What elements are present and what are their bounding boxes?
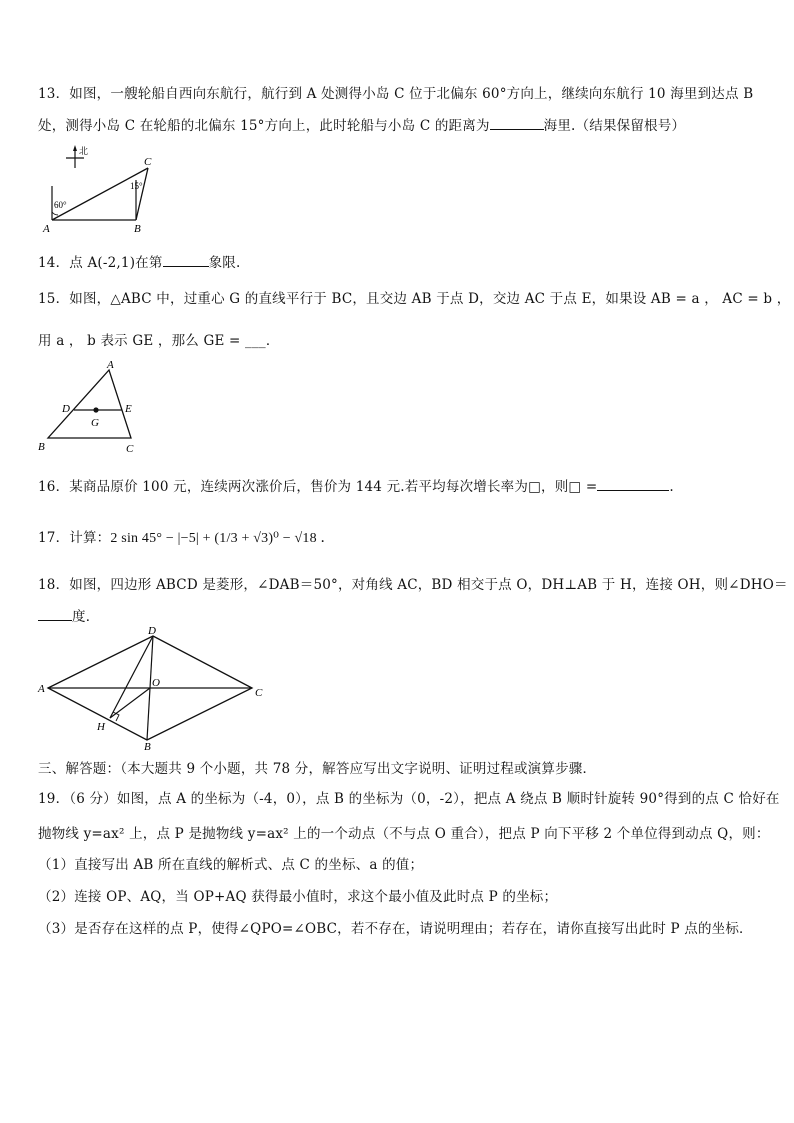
q17-expression: 2 sin 45° − |−5| + (1/3 + √3)⁰ − √18 ．: [110, 531, 335, 546]
segment-DH: [110, 636, 153, 718]
angle-label-B: 15°: [130, 181, 143, 191]
centroid-point: [93, 407, 98, 412]
q15-line1: 15．如图，△ABC 中，过重心 G 的直线平行于 BC，且交边 AB 于点 D，交边 AC 于点 E，如果设 AB = a ， AC = b ，: [38, 291, 791, 307]
segment-BC: [136, 168, 148, 220]
q15-line2: 用 a ， b 表示 GE ，那么 GE = ___．: [38, 333, 280, 349]
q13-line2-text: 处，测得小岛 C 在轮船的北偏东 15°方向上，此时轮船与小岛 C 的距离为: [38, 118, 490, 134]
label-A: A: [38, 683, 45, 695]
q13-figure: [38, 142, 168, 234]
q13-diagram: [38, 142, 168, 234]
segment-AC: [52, 168, 148, 220]
q16-tail: .: [669, 479, 674, 495]
label-C: C: [255, 687, 263, 699]
angle-arc-A: [52, 212, 58, 215]
q19-line1: 19．（6 分）如图，点 A 的坐标为（-4，0），点 B 的坐标为（0，-2），把点 A 绕点 B 顺时针旋转 90°得到的点 C 恰好在: [38, 791, 780, 807]
north-label: 北: [79, 146, 89, 156]
q18-diagram: [34, 622, 274, 750]
north-arrow-icon: [73, 145, 77, 151]
q13-line2-tail: 海里.（结果保留根号）: [543, 118, 686, 134]
q19-part2: （2）连接 OP、AQ，当 OP+AQ 获得最小值时，求这个最小值及此时点 P 的坐标；: [38, 889, 558, 905]
q15-diagram: [34, 356, 144, 456]
q18-answer-blank: [38, 608, 72, 621]
point-label-B: B: [134, 223, 141, 234]
right-angle-mark: [113, 712, 119, 721]
q13-line2: [38, 114, 685, 134]
q19-line2: 抛物线 y=ax² 上，点 P 是抛物线 y=ax² 上的一个动点（不与点 O 重合），把点 P 向下平移 2 个单位得到动点 Q，则：: [38, 826, 770, 842]
q18-line2-text: 度．: [72, 609, 100, 625]
q14-text: 14．点 A(-2,1)在第: [38, 255, 163, 271]
q16-answer-blank: [597, 478, 669, 491]
q18-figure: [34, 622, 274, 750]
q19-part3: （3）是否存在这样的点 P，使得∠QPO=∠OBC，若不存在，请说明理由；若存在，请你直接写出此时 P 点的坐标．: [38, 921, 753, 937]
angle-label-A: 60°: [54, 200, 67, 210]
section-heading: 三、解答题：（本大题共 9 个小题，共 78 分，解答应写出文字说明、证明过程或演算步骤．: [38, 761, 597, 777]
q19-part1: （1）直接写出 AB 所在直线的解析式、点 C 的坐标、a 的值；: [38, 857, 424, 873]
label-H: H: [97, 721, 105, 733]
q16-text: 16．某商品原价 100 元，连续两次涨价后，售价为 144 元.若平均每次增长率为□，则□ =: [38, 479, 598, 495]
q16-line: [38, 475, 674, 495]
q13-answer-blank: [490, 117, 544, 130]
q17-label: 17．计算：: [38, 530, 111, 546]
label-A: A: [107, 359, 114, 371]
point-label-C: C: [144, 156, 152, 168]
q15-figure: [34, 356, 144, 456]
q14-answer-blank: [163, 254, 209, 267]
label-C: C: [126, 443, 134, 455]
label-O: O: [152, 677, 160, 689]
label-E: E: [125, 403, 132, 415]
q14-line: [38, 251, 241, 271]
q17-line: [38, 526, 335, 547]
label-B: B: [38, 441, 45, 453]
label-D: D: [62, 403, 70, 415]
triangle-ABC: [48, 370, 131, 438]
q13-line1: 13．如图，一艘轮船自西向东航行，航行到 A 处测得小岛 C 位于北偏东 60°方向上，继续向东航行 10 海里到达点 B: [38, 86, 754, 102]
label-B: B: [144, 741, 151, 750]
label-D: D: [148, 625, 156, 637]
point-label-A: A: [43, 223, 50, 234]
label-G: G: [91, 417, 99, 429]
q14-tail: 象限.: [208, 255, 241, 271]
q18-line1: 18．如图，四边形 ABCD 是菱形，∠DAB＝50°，对角线 AC，BD 相交于点 O，DH⊥AB 于 H，连接 OH，则∠DHO＝: [38, 577, 788, 593]
